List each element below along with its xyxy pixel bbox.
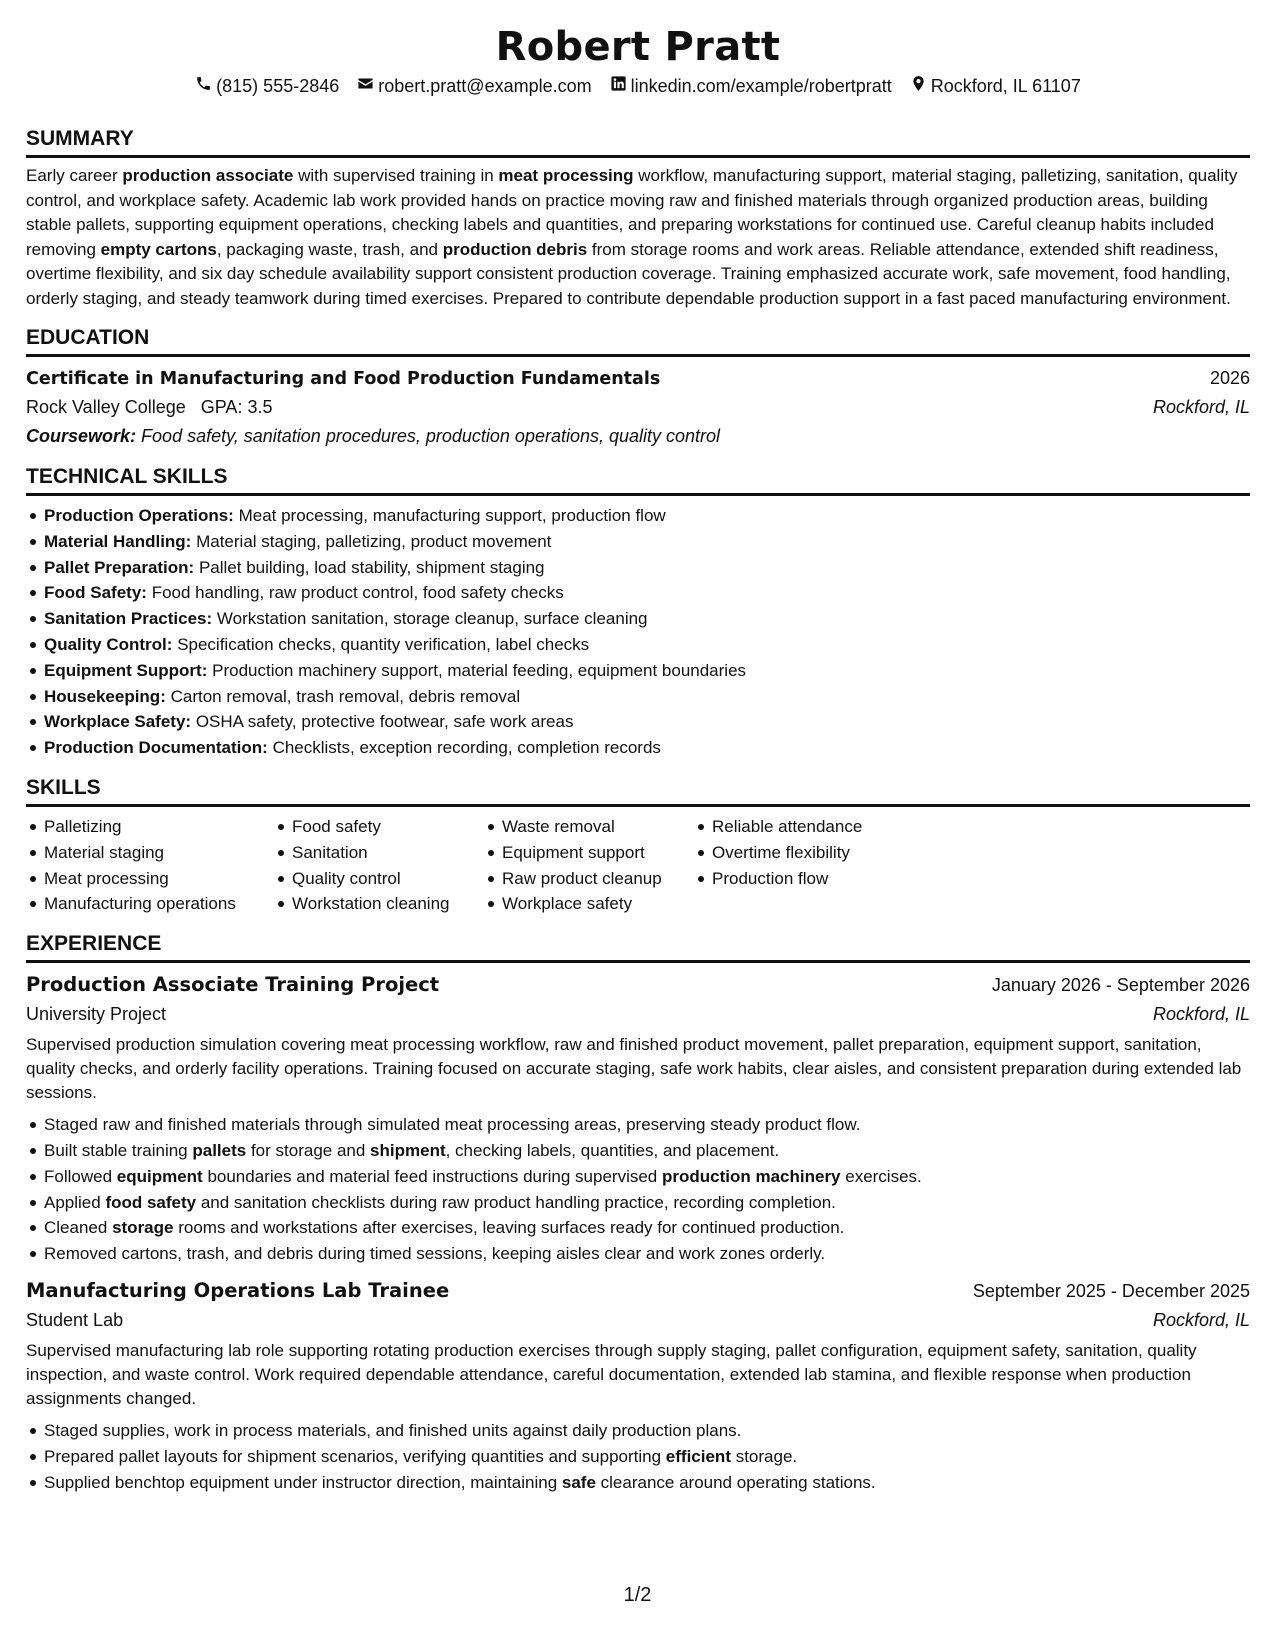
skill-item: Material staging — [26, 840, 274, 866]
contact-bar — [26, 74, 1250, 98]
job-org: Student Lab — [26, 1309, 124, 1330]
candidate-name: Robert Pratt — [495, 24, 781, 70]
coursework-text: Food safety, sanitation procedures, production operations, quality control — [141, 426, 721, 446]
text-segment: Early career — [26, 166, 123, 185]
job-title: Manufacturing Operations Lab Trainee — [26, 1278, 450, 1302]
skill-label: Production Documentation: — [44, 738, 268, 758]
list-item — [26, 658, 1250, 684]
skill-text: Material staging, palletizing, product movement — [196, 531, 552, 551]
text-segment: Followed — [44, 1166, 117, 1186]
text-segment: Cleaned — [44, 1218, 113, 1238]
bold-text: equipment — [116, 1166, 203, 1186]
bold-text: food safety — [105, 1192, 197, 1212]
text-segment: Removed cartons, trash, and debris during timed sessions, keeping aisles clear and work zones orderly. — [44, 1244, 826, 1264]
coursework — [26, 422, 1250, 450]
text-segment: , checking labels, quantities, and placement. — [445, 1140, 780, 1160]
job-org: University Project — [26, 1004, 167, 1025]
list-item — [26, 1164, 1250, 1190]
bold-text: shipment — [370, 1140, 446, 1160]
bold-text: production associate — [122, 166, 294, 185]
skill-label: Sanitation Practices: — [44, 609, 213, 629]
job-location: Rockford, IL — [1152, 1309, 1250, 1330]
job-org-row — [26, 1305, 1250, 1335]
skill-item: Sanitation — [274, 840, 484, 866]
envelope-icon — [357, 74, 374, 98]
technical-skills-list — [26, 503, 1250, 761]
coursework-label: Coursework: — [26, 426, 137, 446]
job-dates: January 2026 - September 2026 — [991, 975, 1250, 996]
education-location: Rockford, IL — [1152, 397, 1250, 417]
skill-label: Workplace Safety: — [44, 712, 192, 732]
job-title-row — [26, 1277, 1250, 1305]
skill-text: OSHA safety, protective footwear, safe work areas — [195, 712, 574, 732]
text-segment: , packaging waste, trash, and — [216, 239, 443, 259]
bold-text: efficient — [665, 1446, 731, 1466]
linkedin-text: linkedin.com/example/robertpratt — [630, 76, 892, 96]
skills-column — [26, 814, 274, 917]
text-segment: Prepared pallet layouts for shipment scenarios, verifying quantities and supporting — [44, 1446, 666, 1466]
skill-item: Waste removal — [484, 814, 694, 840]
skill-item: Production flow — [694, 866, 894, 892]
contact-linkedin[interactable] — [610, 74, 892, 98]
skills-grid — [26, 814, 1250, 917]
linkedin-icon — [610, 74, 627, 98]
skill-text: Specification checks, quantity verification, label checks — [177, 634, 590, 654]
job-dates: September 2025 - December 2025 — [972, 1280, 1250, 1301]
list-item — [26, 529, 1250, 555]
list-item — [26, 1190, 1250, 1216]
map-pin-icon — [910, 74, 927, 98]
contact-phone[interactable] — [195, 74, 339, 98]
bold-text: empty cartons — [100, 239, 217, 259]
skill-label: Pallet Preparation: — [44, 557, 195, 577]
summary-heading: SUMMARY — [26, 126, 1250, 158]
skill-item: Overtime flexibility — [694, 840, 894, 866]
skill-text: Carton removal, trash removal, debris removal — [170, 686, 521, 706]
skill-text: Workstation sanitation, storage cleanup, surface cleaning — [216, 609, 648, 629]
phone-text: (815) 555-2846 — [216, 76, 340, 96]
text-segment: with supervised training in — [293, 166, 499, 185]
school-info — [26, 392, 272, 422]
skills-column — [694, 814, 894, 917]
skill-item: Manufacturing operations — [26, 891, 274, 917]
text-segment: Built stable training — [44, 1140, 193, 1160]
list-item — [26, 1470, 1250, 1496]
contact-location — [910, 74, 1081, 98]
list-item — [26, 1241, 1250, 1267]
phone-icon — [195, 74, 212, 98]
email-text: robert.pratt@example.com — [378, 76, 592, 96]
list-item — [26, 1138, 1250, 1164]
job-description: Supervised production simulation covering meat processing workflow, raw and finished product movement, pallet preparation, equipment support, sanitation, quality checks, and orderly facility operations. Training focused on accurate staging, safe work habits, clear aisles, and consistent preparation during extended lab sessions. — [26, 1035, 1242, 1103]
bold-text: meat processing — [498, 166, 634, 185]
technical-skills-heading: TECHNICAL SKILLS — [26, 464, 1250, 496]
page-number: 1/2 — [623, 1584, 652, 1606]
text-segment: workflow, manufacturing support, material staging, palletizing, sanitation, quality control, and workplace safety. Academic lab work provided hands on practice moving raw and finished materials through organized production areas, building stable pallets, supporting equipment operations, checking labels and quantities, and preparing workstations for continued use. Careful cleanup habits included removing — [26, 166, 1238, 259]
list-item — [26, 555, 1250, 581]
skill-text: Pallet building, load stability, shipment staging — [198, 557, 545, 577]
text-segment: and sanitation checklists during raw product handling practice, recording completion. — [196, 1192, 836, 1212]
education-school-row — [26, 392, 1250, 422]
job-title-row — [26, 971, 1250, 999]
skill-label: Quality Control: — [44, 634, 173, 654]
job-description: Supervised manufacturing lab role supporting rotating production exercises through supply staging, pallet configuration, equipment safety, sanitation, quality inspection, and waste control. Work required dependable attendance, careful documentation, extended lab stamina, and flexible response when production assignments changed. — [26, 1340, 1197, 1408]
skill-label: Food Safety: — [44, 583, 147, 603]
skill-item: Raw product cleanup — [484, 866, 694, 892]
skill-label: Housekeeping: — [44, 686, 166, 706]
skill-text: Checklists, exception recording, completion records — [272, 738, 661, 758]
education-year: 2026 — [1209, 368, 1250, 388]
summary-text — [26, 164, 1250, 311]
job-location: Rockford, IL — [1152, 1004, 1250, 1025]
list-item — [26, 606, 1250, 632]
text-segment: boundaries and material feed instructions during supervised — [202, 1166, 662, 1186]
list-item — [26, 1112, 1250, 1138]
job-org-row — [26, 999, 1250, 1029]
skill-label: Production Operations: — [44, 506, 234, 525]
list-item — [26, 1418, 1250, 1444]
skill-item: Quality control — [274, 866, 484, 892]
degree-name: Certificate in Manufacturing and Food Production Fundamentals — [26, 369, 661, 389]
text-segment: storage. — [730, 1446, 798, 1466]
skill-item: Palletizing — [26, 814, 274, 840]
experience-heading: EXPERIENCE — [26, 931, 1250, 963]
job-entry — [26, 1277, 1250, 1495]
list-item — [26, 503, 1250, 529]
list-item — [26, 709, 1250, 735]
skill-label: Material Handling: — [44, 531, 192, 551]
bold-text: safe — [561, 1472, 596, 1492]
text-segment: for storage and — [246, 1140, 371, 1160]
bold-text: production debris — [442, 239, 588, 259]
text-segment: Supplied benchtop equipment under instructor direction, maintaining — [44, 1472, 562, 1492]
school-name: Rock Valley College — [26, 397, 186, 417]
skill-label: Equipment Support: — [44, 660, 208, 680]
skill-item: Workplace safety — [484, 891, 694, 917]
job-bullets — [26, 1418, 1250, 1495]
text-segment: rooms and workstations after exercises, leaving surfaces ready for continued production. — [173, 1218, 845, 1238]
job-entry — [26, 971, 1250, 1267]
list-item — [26, 632, 1250, 658]
skills-heading: SKILLS — [26, 775, 1250, 807]
education-degree-row — [26, 365, 1250, 392]
skill-text: Production machinery support, material feeding, equipment boundaries — [212, 660, 747, 680]
skills-column — [484, 814, 694, 917]
skill-item: Equipment support — [484, 840, 694, 866]
skill-item: Workstation cleaning — [274, 891, 484, 917]
location-text: Rockford, IL 61107 — [930, 76, 1081, 96]
skill-item: Reliable attendance — [694, 814, 894, 840]
list-item — [26, 684, 1250, 710]
text-segment: Applied — [44, 1192, 106, 1212]
list-item — [26, 580, 1250, 606]
gpa: GPA: 3.5 — [200, 397, 273, 417]
list-item — [26, 1444, 1250, 1470]
text-segment: clearance around operating stations. — [595, 1472, 876, 1492]
list-item — [26, 735, 1250, 761]
resume-page — [26, 22, 1250, 1495]
text-segment: from storage rooms and work areas. Reliable attendance, extended shift readiness, overtime flexibility, and six day schedule availability support consistent production coverage. Training emphasized accurate work, safe movement, food handling, orderly staging, and steady teamwork during timed exercises. Prepared to contribute dependable production support in a fast paced manufacturing environment. — [26, 239, 1231, 308]
text-segment: Staged raw and finished materials through simulated meat processing areas, preserving steady product flow. — [44, 1115, 861, 1135]
skill-item: Meat processing — [26, 866, 274, 892]
contact-email[interactable] — [357, 74, 591, 98]
job-title: Production Associate Training Project — [26, 973, 440, 997]
education-heading: EDUCATION — [26, 325, 1250, 357]
skill-item: Food safety — [274, 814, 484, 840]
bold-text: storage — [112, 1218, 174, 1238]
bold-text: pallets — [192, 1140, 247, 1160]
job-bullets — [26, 1112, 1250, 1267]
text-segment: Staged supplies, work in process materials, and finished units against daily production plans. — [44, 1420, 742, 1440]
skill-text: Food handling, raw product control, food safety checks — [151, 583, 564, 603]
bold-text: production machinery — [661, 1166, 841, 1186]
text-segment: exercises. — [840, 1166, 922, 1186]
skills-column — [274, 814, 484, 917]
skill-text: Meat processing, manufacturing support, production flow — [238, 506, 666, 525]
list-item — [26, 1215, 1250, 1241]
